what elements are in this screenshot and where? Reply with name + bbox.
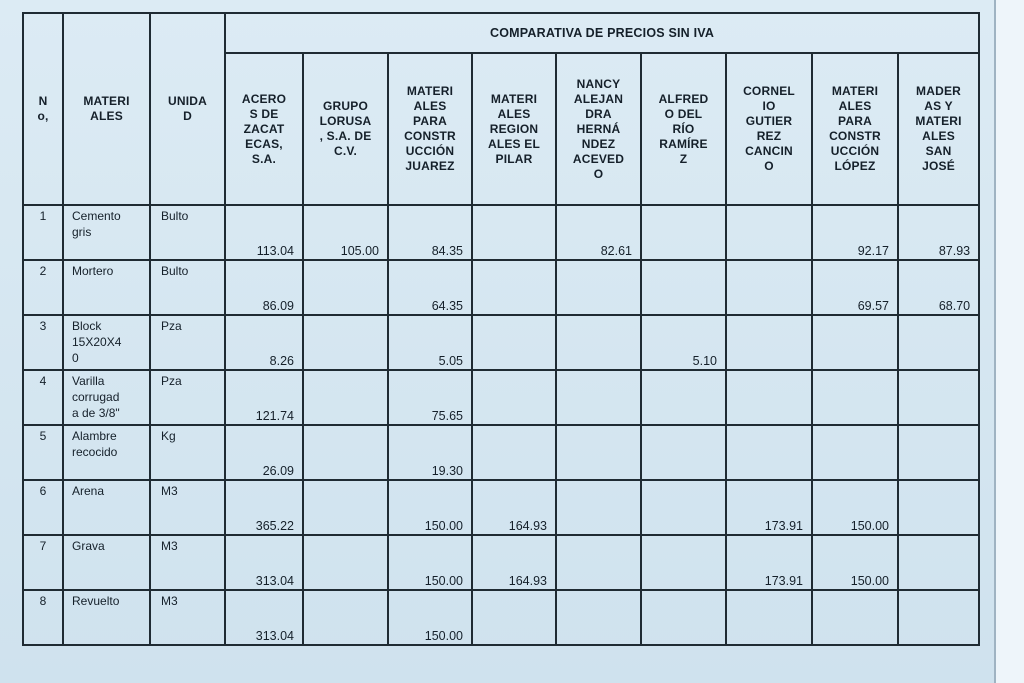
row-number: 4 <box>23 370 63 425</box>
table-row <box>23 480 979 535</box>
unit-cell: M3 <box>150 535 225 590</box>
price-cell <box>472 425 556 480</box>
price-cell: 68.70 <box>898 260 979 315</box>
price-cell <box>641 480 726 535</box>
material-name: Alambre recocido <box>63 425 150 480</box>
price-cell: 173.91 <box>726 535 812 590</box>
price-cell: 69.57 <box>812 260 898 315</box>
price-cell <box>303 315 388 370</box>
row-number: 6 <box>23 480 63 535</box>
price-cell: 19.30 <box>388 425 472 480</box>
price-cell <box>641 425 726 480</box>
price-cell <box>303 480 388 535</box>
price-cell: 164.93 <box>472 535 556 590</box>
price-cell: 84.35 <box>388 205 472 260</box>
price-cell <box>812 315 898 370</box>
material-name: Revuelto <box>63 590 150 645</box>
row-number: 8 <box>23 590 63 645</box>
price-cell <box>641 260 726 315</box>
price-cell <box>303 370 388 425</box>
table-row <box>23 315 979 370</box>
price-comparison-table <box>22 12 980 646</box>
material-name: Varilla corrugad a de 3/8" <box>63 370 150 425</box>
header-supplier: ACERO S DE ZACAT ECAS, S.A. <box>225 53 303 205</box>
header-no: N o, <box>23 13 63 205</box>
header-supplier: NANCY ALEJAN DRA HERNÁ NDEZ ACEVED O <box>556 53 641 205</box>
price-cell: 64.35 <box>388 260 472 315</box>
price-cell <box>303 425 388 480</box>
price-cell <box>556 425 641 480</box>
price-cell <box>556 260 641 315</box>
price-cell: 5.10 <box>641 315 726 370</box>
price-cell <box>556 480 641 535</box>
row-number: 7 <box>23 535 63 590</box>
header-supplier: ALFRED O DEL RÍO RAMÍRE Z <box>641 53 726 205</box>
table-title: COMPARATIVA DE PRECIOS SIN IVA <box>225 13 979 53</box>
price-cell <box>726 590 812 645</box>
price-cell: 105.00 <box>303 205 388 260</box>
page-edge <box>994 0 1024 683</box>
header-supplier: CORNEL IO GUTIER REZ CANCIN O <box>726 53 812 205</box>
row-number: 3 <box>23 315 63 370</box>
price-cell <box>472 590 556 645</box>
price-cell <box>472 205 556 260</box>
price-cell <box>726 260 812 315</box>
material-name: Grava <box>63 535 150 590</box>
price-cell: 313.04 <box>225 590 303 645</box>
table-row <box>23 260 979 315</box>
price-cell: 8.26 <box>225 315 303 370</box>
price-cell: 150.00 <box>388 590 472 645</box>
unit-cell: Bulto <box>150 205 225 260</box>
unit-cell: Kg <box>150 425 225 480</box>
price-cell: 87.93 <box>898 205 979 260</box>
material-name: Arena <box>63 480 150 535</box>
price-cell <box>812 590 898 645</box>
price-cell <box>898 315 979 370</box>
price-cell <box>726 370 812 425</box>
unit-cell: Pza <box>150 370 225 425</box>
price-cell <box>556 370 641 425</box>
table-row <box>23 205 979 260</box>
table-row <box>23 590 979 645</box>
price-cell: 150.00 <box>812 480 898 535</box>
price-cell: 86.09 <box>225 260 303 315</box>
price-cell <box>898 370 979 425</box>
price-cell <box>641 205 726 260</box>
price-cell: 5.05 <box>388 315 472 370</box>
row-number: 1 <box>23 205 63 260</box>
price-cell: 121.74 <box>225 370 303 425</box>
table-body <box>23 205 979 645</box>
unit-cell: M3 <box>150 590 225 645</box>
row-number: 5 <box>23 425 63 480</box>
header-supplier: MATERI ALES PARA CONSTR UCCIÓN JUAREZ <box>388 53 472 205</box>
table-row <box>23 535 979 590</box>
table-row <box>23 425 979 480</box>
material-name: Mortero <box>63 260 150 315</box>
price-cell: 150.00 <box>388 535 472 590</box>
price-cell <box>898 535 979 590</box>
table-row <box>23 370 979 425</box>
material-name: Cemento gris <box>63 205 150 260</box>
price-cell <box>303 260 388 315</box>
price-cell: 75.65 <box>388 370 472 425</box>
price-cell <box>303 535 388 590</box>
price-cell: 164.93 <box>472 480 556 535</box>
price-cell: 365.22 <box>225 480 303 535</box>
price-cell: 173.91 <box>726 480 812 535</box>
price-cell <box>641 370 726 425</box>
price-cell: 82.61 <box>556 205 641 260</box>
unit-cell: M3 <box>150 480 225 535</box>
price-cell <box>556 315 641 370</box>
price-cell <box>556 535 641 590</box>
price-cell: 313.04 <box>225 535 303 590</box>
price-cell <box>898 425 979 480</box>
price-cell <box>472 260 556 315</box>
header-supplier: MATERI ALES PARA CONSTR UCCIÓN LÓPEZ <box>812 53 898 205</box>
material-name: Block 15X20X4 0 <box>63 315 150 370</box>
price-cell <box>726 205 812 260</box>
header-supplier: GRUPO LORUSA , S.A. DE C.V. <box>303 53 388 205</box>
price-cell <box>472 315 556 370</box>
row-number: 2 <box>23 260 63 315</box>
price-cell: 150.00 <box>388 480 472 535</box>
unit-cell: Pza <box>150 315 225 370</box>
header-supplier: MADER AS Y MATERI ALES SAN JOSÉ <box>898 53 979 205</box>
price-cell <box>898 590 979 645</box>
price-cell: 113.04 <box>225 205 303 260</box>
price-cell <box>641 535 726 590</box>
header-unit: UNIDA D <box>150 13 225 205</box>
unit-cell: Bulto <box>150 260 225 315</box>
header-material: MATERI ALES <box>63 13 150 205</box>
price-cell <box>472 370 556 425</box>
price-cell <box>556 590 641 645</box>
price-cell <box>303 590 388 645</box>
price-cell: 150.00 <box>812 535 898 590</box>
price-cell <box>812 425 898 480</box>
price-cell: 92.17 <box>812 205 898 260</box>
price-cell: 26.09 <box>225 425 303 480</box>
price-cell <box>641 590 726 645</box>
header-supplier: MATERI ALES REGION ALES EL PILAR <box>472 53 556 205</box>
price-cell <box>898 480 979 535</box>
price-cell <box>812 370 898 425</box>
price-cell <box>726 425 812 480</box>
price-cell <box>726 315 812 370</box>
